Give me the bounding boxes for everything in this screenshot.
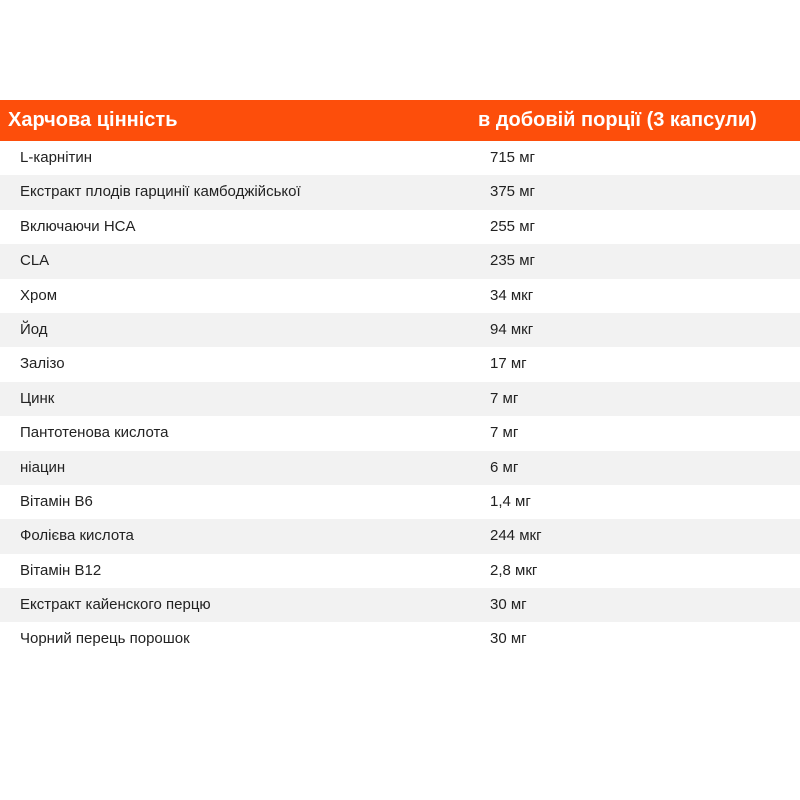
- table-row: [0, 451, 800, 485]
- nutrient-amount: 30 мг: [490, 596, 527, 614]
- nutrient-amount: 715 мг: [490, 149, 535, 166]
- nutrient-name: Фолієва кислота: [20, 527, 134, 545]
- nutrient-amount: 30 мг: [490, 630, 527, 648]
- nutrient-name: Вітамін B6: [20, 492, 93, 510]
- table-row: [0, 588, 800, 622]
- table-row: [0, 554, 800, 588]
- nutrient-name: Пантотенова кислота: [20, 424, 169, 442]
- nutrient-name: Вітамін B12: [20, 561, 102, 579]
- nutrient-name: ніацин: [20, 458, 66, 476]
- nutrient-name: L-карнітин: [20, 149, 93, 166]
- nutrient-name: Екстракт кайенского перцю: [20, 596, 211, 614]
- table-row: [0, 622, 800, 656]
- header-daily-serving: в добовій порції (3 капсули): [478, 109, 757, 131]
- nutrient-name: Хром: [20, 286, 58, 304]
- nutrient-amount: 2,8 мкг: [490, 561, 538, 579]
- nutrient-amount: 255 мг: [490, 217, 535, 235]
- nutrient-amount: 34 мкг: [490, 286, 534, 304]
- nutrient-amount: 17 мг: [490, 355, 527, 373]
- table-row: [0, 313, 800, 347]
- nutrient-amount: 7 мг: [490, 389, 519, 407]
- nutrition-table: [0, 100, 800, 648]
- nutrient-name: Чорний перець порошок: [20, 630, 190, 648]
- nutrient-name: Йод: [20, 320, 48, 338]
- nutrient-name: CLA: [20, 252, 50, 270]
- nutrient-amount: 1,4 мг: [490, 492, 531, 510]
- table-row: [0, 485, 800, 519]
- nutrient-name: Екстракт плодів гарцинії камбоджійської: [20, 183, 301, 201]
- table-row: [0, 244, 800, 278]
- table-row: [0, 279, 800, 313]
- table-row: [0, 519, 800, 553]
- nutrient-amount: 244 мкг: [490, 527, 542, 545]
- table-row: [0, 382, 800, 416]
- table-header: [0, 100, 800, 141]
- table-row: [0, 141, 800, 175]
- nutrient-amount: 375 мг: [490, 183, 535, 201]
- nutrient-amount: 6 мг: [490, 458, 519, 476]
- nutrient-name: Залізо: [20, 355, 65, 373]
- table-body: [0, 141, 800, 657]
- table-row: [0, 175, 800, 209]
- nutrient-amount: 94 мкг: [490, 320, 534, 338]
- nutrient-amount: 235 мг: [490, 252, 535, 270]
- table-row: [0, 347, 800, 381]
- table-row: [0, 210, 800, 244]
- header-nutrition-value: Харчова цінність: [8, 109, 178, 131]
- nutrient-name: Цинк: [20, 389, 55, 407]
- nutrient-amount: 7 мг: [490, 424, 519, 442]
- table-row: [0, 416, 800, 450]
- nutrient-name: Включаючи HCA: [20, 217, 136, 235]
